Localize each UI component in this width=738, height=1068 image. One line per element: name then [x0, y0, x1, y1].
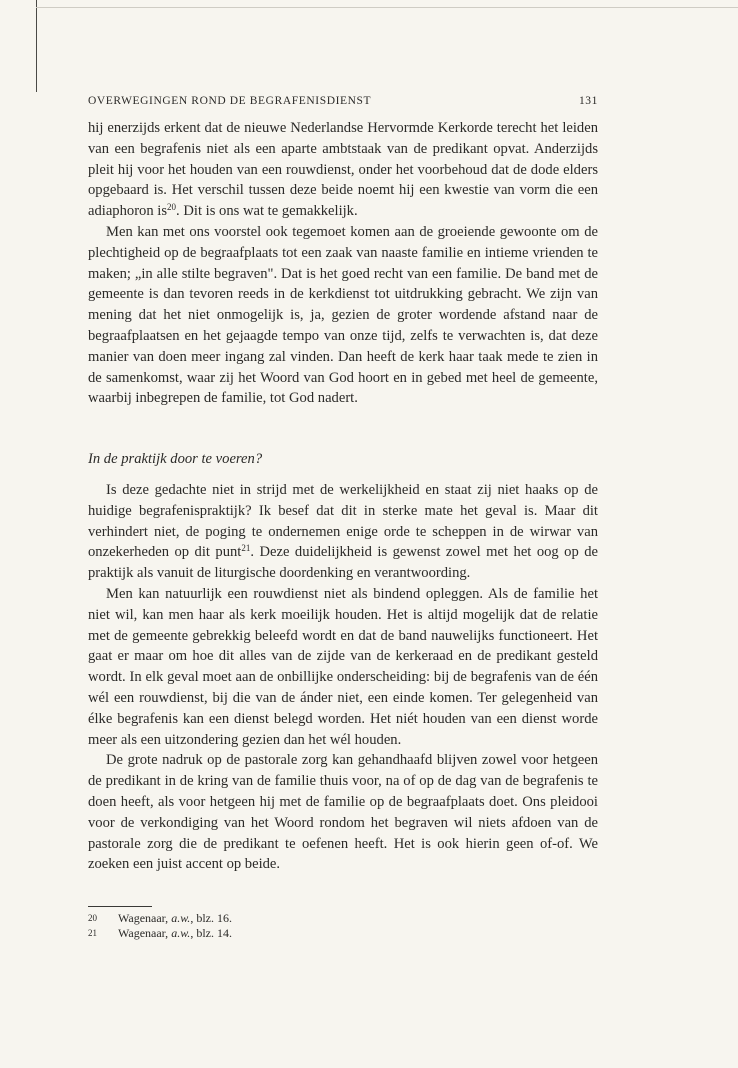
- footnote-ref: , blz. 16.: [190, 911, 232, 925]
- footnote-ref-20: 20: [167, 202, 177, 213]
- footnote-author: Wagenaar,: [118, 926, 172, 940]
- paragraph: Men kan natuurlijk een rouwdienst niet als bindend opleggen. Als de familie het niet wil, kan men haar als kerk moeilijk houden. Het is altijd mogelijk dat de relatie met de gemeente gebrekkig beleefd wordt en dat de band nauwelijks functioneert. Het gaat er maar om hoe dit alles van de zijde van de kerkeraad en de predikant gesteld wordt. In elk geval moet aan de onbillijke onderscheiding: bij de begrafenis van de één wél een rouwdienst, bij die van de ánder niet, een einde komen. Ter gelegenheid van élke begrafenis kan een dienst belegd worden. Het niét houden van een dienst worde meer als een uitzondering gezien dan het wél houden.: [88, 585, 598, 748]
- footnote-ref: , blz. 14.: [190, 926, 232, 940]
- footnote-abbr: a.w.: [171, 911, 191, 925]
- footnote-text: [118, 911, 232, 926]
- footnote-abbr: a.w.: [171, 926, 191, 940]
- body-text-top: [88, 118, 598, 409]
- scan-edge-line: [36, 0, 37, 92]
- footnote-number: 20: [88, 913, 97, 923]
- body-text-bottom: [88, 480, 598, 875]
- paragraph-text: hij enerzijds erkent dat de nieuwe Nederlandse Hervormde Kerkorde terecht het leiden van een begrafenis niet als een aparte ambtstaak van de predikant opvat. Anderzijds pleit hij voor het houden van een rouwdienst, onder het voorbehoud dat de dode elders opgebaard is. Het verschil tussen deze beide noemt hij een kwestie van vorm die een adiaphoron is: [88, 120, 598, 220]
- footnote-20: [88, 911, 598, 926]
- paragraph-text: Is deze gedachte niet in strijd met de werkelijkheid en staat zij niet haaks op de huidige begrafenispraktijk? Ik besef dat dit in sterke mate het geval is. Maar dit verhindert niet, de poging te ondernemen enige orde te scheppen in de wirwar van onzekerheden op dit punt: [88, 482, 598, 561]
- section-heading: In de praktijk door te voeren?: [88, 451, 263, 467]
- paragraph-text: . Dit is ons wat te gemakkelijk.: [176, 203, 358, 220]
- footnotes: [88, 911, 598, 941]
- paragraph-continued: [88, 118, 598, 222]
- footnote-text: [118, 926, 232, 941]
- paragraph: De grote nadruk op de pastorale zorg kan gehandhaafd blijven zowel voor hetgeen de predikant in de kring van de familie thuis voor, na of op de dag van de begrafenis te doen heeft, als voor hetgeen hij met de familie op de begraafplaats doet. Ons pleidooi voor de verkondiging van het Woord rondom het begraven wil niets afdoen van de pastorale zorg die de predikant te oefenen heeft. Het is ook hierin geen of-of. We zoeken een juist accent op beide.: [88, 752, 598, 873]
- footnote-number: 21: [88, 928, 97, 938]
- footnote-author: Wagenaar,: [118, 911, 172, 925]
- running-title: OVERWEGINGEN ROND DE BEGRAFENISDIENST: [88, 95, 372, 107]
- paragraph: Men kan met ons voorstel ook tegemoet komen aan de groeiende gewoonte om de plechtigheid op de begraafplaats tot een zaak van naaste familie en intieme vrienden te maken; „in alle stilte begraven". Dat is het goed recht van een familie. De band met de gemeente is dan tevoren reeds in de kerkdienst tot uitdrukking gebracht. We zijn van mening dat het niet onmogelijk is, ja, gezien de groter wordende afstand naar de begraafplaatsen en het gejaagde tempo van onze tijd, zelfs te verwachten is, dat deze manier van doen meer ingang zal vinden. Dan heeft de kerk haar taak mede te zien in de samenkomst, waar zij het Woord van God hoort en in gebed met heel de gemeente, waarbij inbegrepen de familie, tot God nadert.: [88, 223, 598, 407]
- page-number: 131: [578, 95, 598, 107]
- scan-edge-top-line: [36, 7, 738, 8]
- footnote-21: [88, 926, 598, 941]
- paragraph-text: . Deze duidelijkheid is gewenst zowel met het oog op de praktijk als vanuit de liturgische doordenking en verantwoording.: [88, 544, 598, 582]
- footnote-ref-21: 21: [241, 543, 251, 554]
- paragraph: [88, 480, 598, 584]
- running-header: [88, 95, 598, 113]
- footnote-rule: [88, 906, 152, 907]
